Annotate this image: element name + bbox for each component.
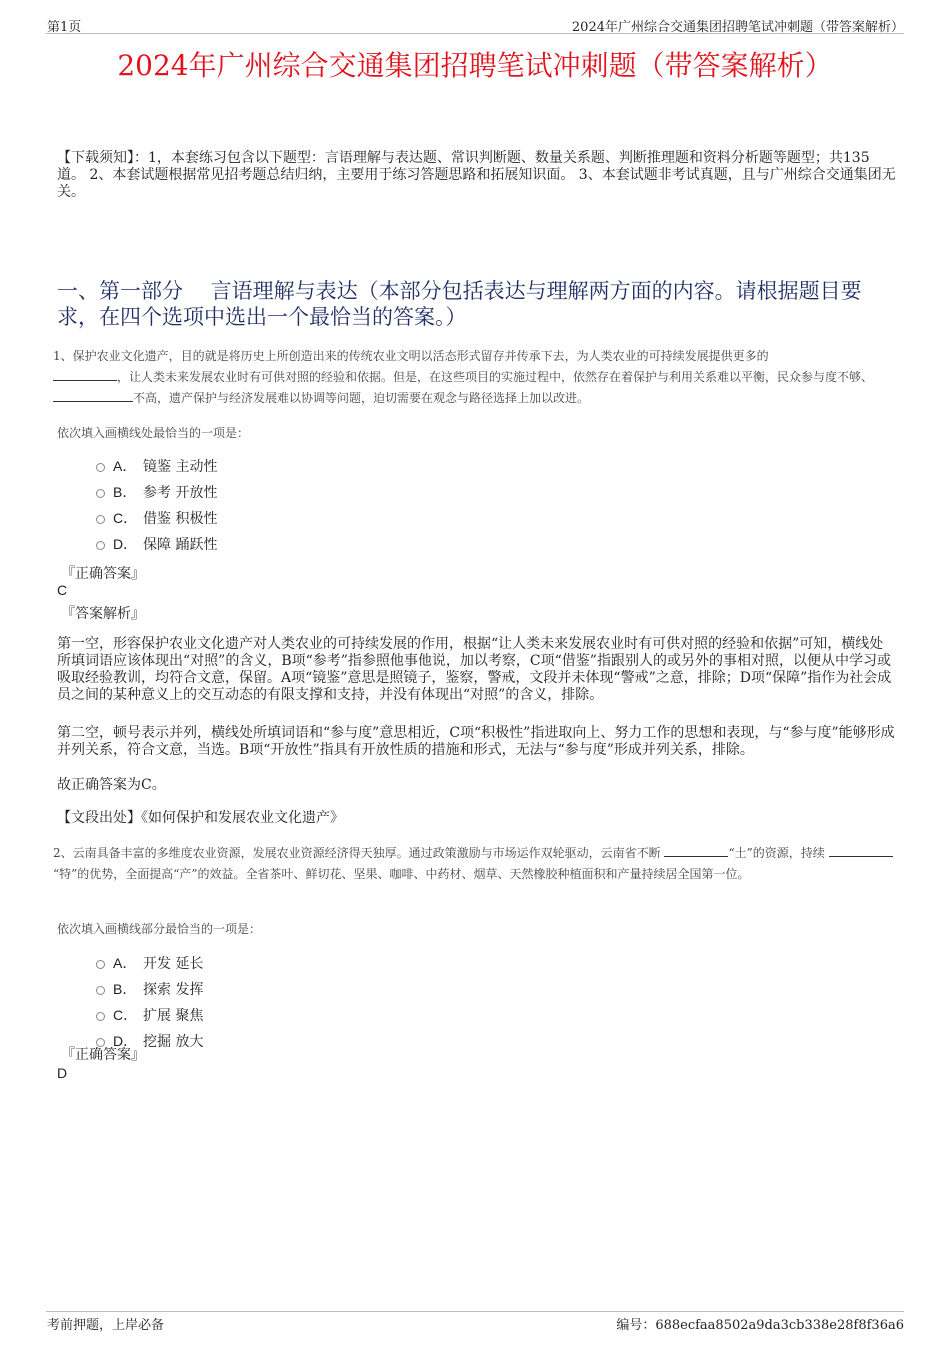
radio-icon[interactable] [96,489,105,498]
option-text: 保障 踊跃性 [143,537,218,553]
q2-text-part-c: “特”的优势，全面提高“产”的效益。全省茶叶、鲜切花、坚果、咖啡、中药材、烟草、天然橡胶种植面积和产量持续居全国第一位。 [53,867,750,881]
q2-prompt: 依次填入画横线部分最恰当的一项是： [57,922,262,936]
q1-analysis-label: 『答案解析』 [61,606,145,622]
footer-divider [46,1311,904,1312]
radio-icon[interactable] [96,541,105,550]
running-header-title: 2024年广州综合交通集团招聘笔试冲刺题（带答案解析） [571,20,904,35]
q1-answer: C [57,582,68,598]
q2-answer-label: 『正确答案』 [61,1047,145,1063]
q2-text-part-b: “土”的资源，持续 [728,846,825,860]
document-title: 2024年广州综合交通集团招聘笔试冲刺题（带答案解析） [117,49,833,82]
option-text: 探索 发挥 [143,982,204,998]
option-text: 镜鉴 主动性 [143,459,218,475]
option-letter: D． [113,536,138,552]
radio-icon[interactable] [96,515,105,524]
q1-source: 【文段出处】《如何保护和发展农业文化遗产》 [57,810,344,826]
q2-answer: D [57,1065,68,1081]
q1-text-part-c: 不高，遗产保护与经济发展难以协调等问题，迫切需要在观念与路径选择上加以改进。 [133,391,590,405]
q2-option-b[interactable] [96,979,203,999]
question-1-text [53,346,899,409]
q2-text-part-a: 2、云南具备丰富的多维度农业资源，发展农业资源经济得天独厚。通过政策激励与市场运作双轮驱动，云南省不断 [53,846,661,860]
option-letter: B． [113,484,137,500]
q1-analysis-paragraph-2: 第二空，顿号表示并列，横线处所填词语和“参与度”意思相近，C项“积极性”指进取向上、努力工作的思想和表现，与“参与度”能够形成并列关系，符合文意，当选。B项“开放性”指具有开放性质的措施和形式，无法与“参与度”形成并列关系，排除。 [57,725,895,758]
header-divider [46,33,904,34]
q1-option-c[interactable] [96,508,217,528]
option-text: 挖掘 放大 [143,1034,204,1050]
document-id: 编号：688ecfaa8502a9da3cb338e28f8f36a6 [616,1318,904,1333]
radio-icon[interactable] [96,960,105,969]
option-text: 扩展 聚焦 [143,1008,204,1024]
footer-slogan: 考前押题，上岸必备 [47,1318,165,1333]
section-heading: 一、第一部分 言语理解与表达（本部分包括表达与理解两方面的内容。请根据题目要求，在四个选项中选出一个最恰当的答案。） [57,279,862,329]
q1-text-part-a: 1、保护农业文化遗产，目的就是将历史上所创造出来的传统农业文明以活态形式留存并传承下去，为人类农业的可持续发展提供更多的 [53,349,769,363]
q1-conclusion: 故正确答案为C。 [57,777,166,793]
q1-text-part-b: ，让人类未来发展农业时有可供对照的经验和依据。但是，在这些项目的实施过程中，依然存在着保护与利用关系难以平衡，民众参与度不够、 [117,370,874,384]
page-number: 第1页 [47,20,82,35]
q1-answer-label: 『正确答案』 [61,566,145,582]
question-2-text [53,843,899,885]
q1-option-d[interactable] [96,534,217,554]
q1-option-b[interactable] [96,482,217,502]
option-text: 参考 开放性 [143,485,218,501]
option-letter: A． [113,458,137,474]
q1-blank-1 [53,368,117,381]
q2-option-a[interactable] [96,953,203,973]
radio-icon[interactable] [96,463,105,472]
radio-icon[interactable] [96,1012,105,1021]
radio-icon[interactable] [96,986,105,995]
option-letter: D． [113,1033,138,1049]
download-notice: 【下载须知】：1，本套练习包含以下题型：言语理解与表达题、常识判断题、数量关系题、判断推理题和资料分析题等题型；共135道。 2、本套试题根据常见招考题总结归纳，主要用于练习答题思路和拓展知识面。 3、本套试题非考试真题，且与广州综合交通集团无关。 [57,150,896,200]
q1-blank-2 [53,389,133,402]
option-letter: A． [113,955,137,971]
option-letter: C． [113,510,138,526]
option-text: 开发 延长 [143,956,204,972]
q2-blank-1 [664,844,728,857]
option-letter: C． [113,1007,138,1023]
q2-blank-2 [829,844,893,857]
q1-analysis-paragraph-1: 第一空，形容保护农业文化遗产对人类农业的可持续发展的作用，根据“让人类未来发展农业时有可供对照的经验和依据”可知，横线处所填词语应该体现出“对照”的含义，B项“参考”指参照他事他说，加以考察，C项“借鉴”指跟别人的或另外的事相对照，以便从中学习或吸取经验教训，均符合文意，保留。A项“镜鉴”意思是照镜子，鉴察，警戒，文段并未体现“警戒”之意，排除；D项“保障”指作为社会成员之间的某种意义上的交互动态的有限支撑和支持，并没有体现出“对照”的含义，排除。 [57,636,892,703]
q2-option-c[interactable] [96,1005,203,1025]
q1-option-a[interactable] [96,456,217,476]
q1-prompt: 依次填入画横线处最恰当的一项是： [57,426,250,440]
option-letter: B． [113,981,137,997]
option-text: 借鉴 积极性 [143,511,218,527]
